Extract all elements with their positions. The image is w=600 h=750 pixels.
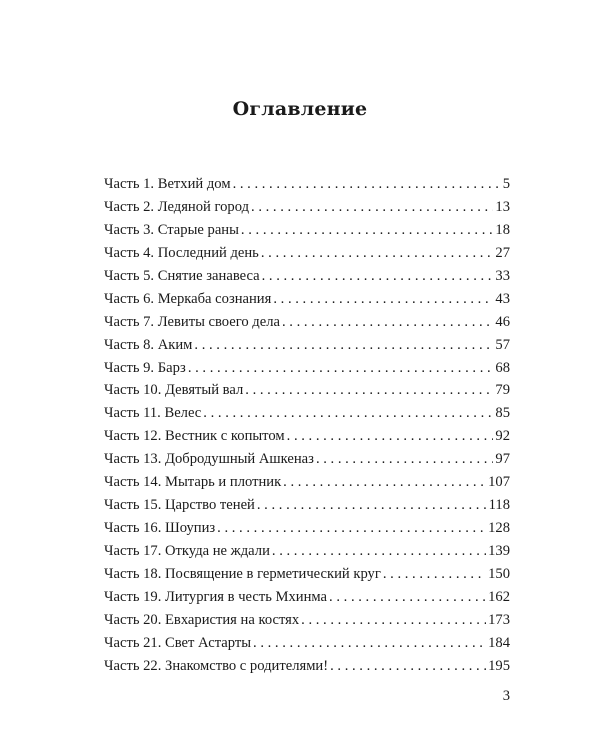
- toc-entry-title: Часть 11. Велес: [104, 405, 202, 422]
- dot-leader: [257, 494, 487, 517]
- toc-entry-page: 162: [488, 588, 510, 605]
- toc-entry-page: 107: [488, 474, 510, 491]
- dot-leader: [316, 448, 493, 471]
- dot-leader: [203, 402, 493, 425]
- toc-entry: [104, 357, 510, 380]
- toc-entry-title: Часть 6. Меркаба сознания: [104, 290, 272, 307]
- toc-entry-title: Часть 17. Откуда не ждали: [104, 543, 270, 559]
- toc-entry-title: Часть 5. Снятие занавеса: [104, 267, 260, 284]
- toc-entry-page: 46: [495, 313, 510, 330]
- toc-entry: [104, 632, 510, 655]
- toc-entry-title: Часть 7. Левиты своего дела: [104, 313, 280, 330]
- dot-leader: [233, 173, 501, 196]
- dot-leader: [329, 586, 486, 609]
- toc-entry: [104, 609, 510, 632]
- toc-entry-title: Часть 14. Мытарь и плотник: [104, 474, 282, 491]
- toc-entry: [104, 471, 510, 494]
- toc-entry-title: Часть 8. Аким: [104, 336, 193, 353]
- toc-entry-page: 85: [495, 405, 510, 422]
- toc-entry-page: 5: [502, 176, 510, 192]
- dot-leader: [273, 288, 493, 311]
- toc-entry: [104, 311, 510, 334]
- toc-entry-page: 27: [495, 244, 510, 261]
- toc-entry-page: 184: [488, 634, 510, 651]
- toc-entry-title: Часть 2. Ледяной город: [104, 198, 250, 215]
- toc-entry: [104, 173, 510, 196]
- toc-entry-title: Часть 16. Шоупиз: [104, 520, 216, 537]
- table-of-contents: [104, 173, 510, 678]
- toc-entry: [104, 219, 510, 242]
- toc-entry-page: 92: [495, 428, 510, 445]
- toc-entry-title: Часть 19. Литургия в честь Мхинма: [104, 588, 328, 605]
- toc-entry-page: 57: [495, 336, 510, 353]
- toc-entry-page: 195: [488, 657, 510, 674]
- toc-entry-title: Часть 12. Вестник с копытом: [104, 428, 285, 445]
- toc-entry-title: Часть 10. Девятый вал: [104, 382, 244, 399]
- dot-leader: [217, 517, 486, 540]
- dot-leader: [287, 425, 494, 448]
- toc-entry: [104, 655, 510, 678]
- toc-entry-page: 79: [495, 382, 510, 399]
- toc-entry: [104, 265, 510, 288]
- toc-entry: [104, 334, 510, 357]
- toc-entry-page: 13: [495, 198, 510, 215]
- dot-leader: [188, 357, 494, 380]
- dot-leader: [301, 609, 486, 632]
- toc-entry-title: Часть 20. Евхаристия на костях: [104, 611, 300, 628]
- toc-entry: [104, 540, 510, 563]
- toc-entry-page: 18: [495, 221, 510, 238]
- toc-entry-page: 128: [488, 520, 510, 537]
- dot-leader: [251, 196, 493, 219]
- toc-entry-title: Часть 1. Ветхий дом: [104, 176, 231, 192]
- toc-entry-page: 118: [488, 497, 510, 514]
- page-title: Оглавление: [232, 98, 368, 120]
- toc-entry-page: 97: [495, 451, 510, 468]
- toc-entry: [104, 402, 510, 425]
- toc-entry-title: Часть 22. Знакомство с родителями!: [104, 657, 329, 674]
- toc-entry: [104, 586, 510, 609]
- toc-entry: [104, 196, 510, 219]
- dot-leader: [262, 265, 494, 288]
- dot-leader: [330, 655, 486, 678]
- dot-leader: [245, 379, 493, 402]
- toc-entry: [104, 448, 510, 471]
- toc-entry-page: 68: [495, 359, 510, 376]
- toc-entry-title: Часть 4. Последний день: [104, 244, 259, 261]
- dot-leader: [261, 242, 494, 265]
- toc-entry-title: Часть 13. Добродушный Ашкеназ: [104, 451, 314, 468]
- toc-entry: [104, 517, 510, 540]
- dot-leader: [383, 563, 486, 586]
- toc-entry-page: 43: [495, 290, 510, 307]
- toc-entry-page: 173: [488, 611, 510, 628]
- toc-entry-page: 33: [495, 267, 510, 284]
- dot-leader: [241, 219, 493, 242]
- dot-leader: [194, 334, 493, 357]
- toc-entry-page: 139: [488, 543, 510, 559]
- toc-entry-title: Часть 15. Царство теней: [104, 497, 255, 514]
- page-number: 3: [502, 688, 510, 704]
- dot-leader: [283, 471, 486, 494]
- toc-entry: [104, 425, 510, 448]
- toc-entry: [104, 563, 510, 586]
- toc-entry: [104, 288, 510, 311]
- toc-entry-title: Часть 21. Свет Астарты: [104, 634, 252, 651]
- dot-leader: [272, 540, 486, 563]
- toc-entry-title: Часть 18. Посвящение в герметический круг: [104, 565, 381, 582]
- toc-entry-title: Часть 9. Барз: [104, 359, 186, 376]
- toc-entry-page: 150: [488, 565, 510, 582]
- dot-leader: [253, 632, 486, 655]
- toc-entry: [104, 242, 510, 265]
- toc-entry: [104, 379, 510, 402]
- dot-leader: [282, 311, 493, 334]
- toc-entry: [104, 494, 510, 517]
- toc-entry-title: Часть 3. Старые раны: [104, 221, 239, 238]
